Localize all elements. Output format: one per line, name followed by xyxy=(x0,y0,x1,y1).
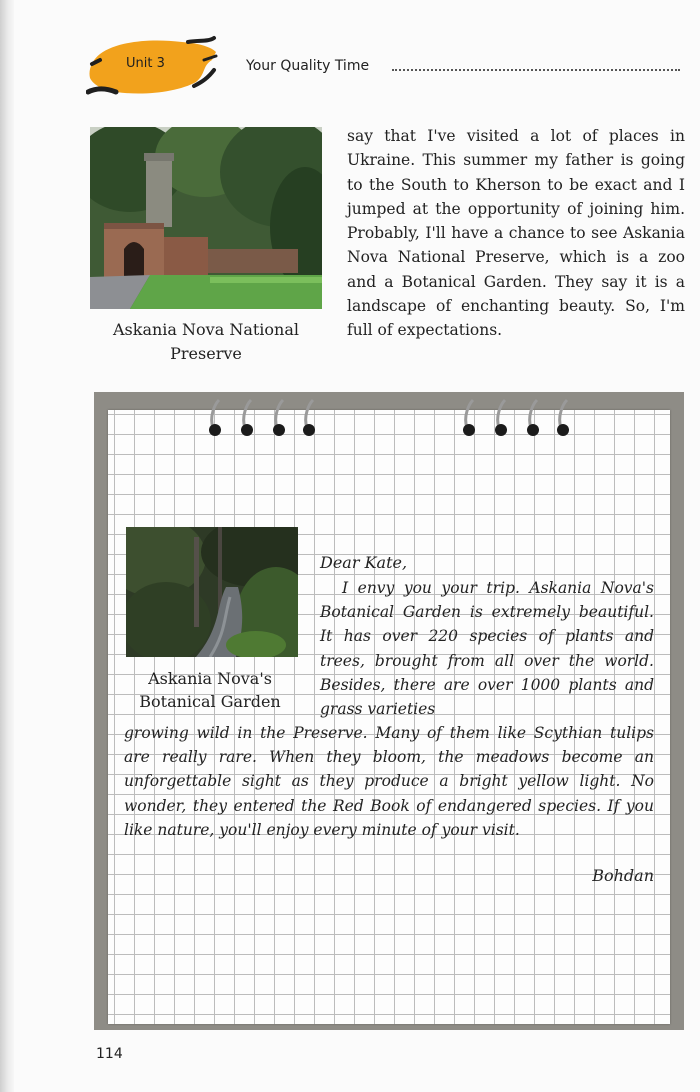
garden-photo-caption: Askania Nova's Botanical Garden xyxy=(139,669,281,711)
letter-greeting: Dear Kate, xyxy=(320,553,408,572)
castle-photo-caption: Askania Nova National Preserve xyxy=(112,320,300,363)
spiral-binding-icon xyxy=(457,398,577,440)
unit-badge xyxy=(86,30,220,102)
letter-body-part1: I envy you your trip. Askania Nova's Botanical Garden is extremely beautiful. It has over 220 species of plants and trees, brought from all over the world. Besides, there are over 1000 plants and grass varieties xyxy=(320,579,654,719)
letter-body-part2: growing wild in the Preserve. Many of them like Scythian tulips are really rare. When they bloom, the meadows become an unforgettable sight as they produce a bright yellow light. No wonder, they entered the Red Book of endangered species. If you like nature, you'll enjoy every minute of your visit. xyxy=(124,724,654,839)
header-dotted-leader xyxy=(392,69,680,71)
intro-paragraph: say that I've visited a lot of places in Ukraine. This summer my father is going to the South to Kherson to be exact and I jumped at the opportunity of joining him. Probably, I'll have a chance to see Askania Nova National Preserve, which is a zoo and a Botanical Garden. They say it is a landscape of enchanting beauty. So, I'm full of expectations. xyxy=(347,127,685,340)
letter-signature: Bohdan xyxy=(592,866,654,885)
page-binding-edge xyxy=(0,0,14,1092)
garden-stream-photo xyxy=(126,527,298,657)
page-header-title: Your Quality Time xyxy=(246,58,370,74)
unit-label: Unit 3 xyxy=(126,56,165,71)
page-number: 114 xyxy=(96,1046,123,1062)
castle-photo xyxy=(90,127,322,309)
spiral-binding-icon xyxy=(203,398,323,440)
